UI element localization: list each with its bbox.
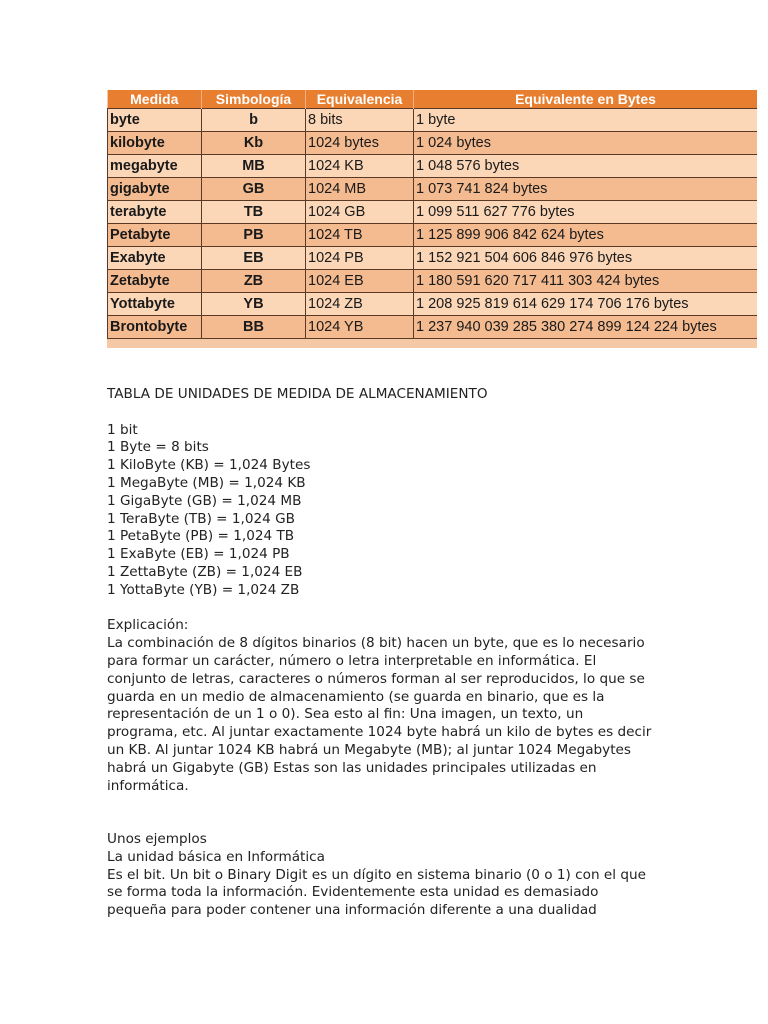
cell-medida: megabyte xyxy=(108,155,202,178)
cell-equivalente-bytes: 1 024 bytes xyxy=(414,132,758,155)
cell-simbologia: GB xyxy=(202,178,306,201)
explanation-line: guarda en un medio de almacenamiento (se guarda en binario, que es la xyxy=(107,688,605,705)
explanation-line: un KB. Al juntar 1024 KB habrá un Megabyte (MB); al juntar 1024 Megabytes xyxy=(107,741,631,758)
cell-simbologia: PB xyxy=(202,224,306,247)
cell-equivalencia: 1024 bytes xyxy=(306,132,414,155)
explanation-line: habrá un Gigabyte (GB) Estas son las unidades principales utilizadas en xyxy=(107,759,597,776)
cell-medida: terabyte xyxy=(108,201,202,224)
unit-list xyxy=(107,422,667,600)
examples-line: Unos ejemplos xyxy=(107,830,207,847)
table-row xyxy=(108,109,758,132)
cell-equivalencia: 1024 KB xyxy=(306,155,414,178)
cell-equivalencia: 1024 GB xyxy=(306,201,414,224)
explanation-line: para formar un carácter, número o letra interpretable en informática. El xyxy=(107,652,597,669)
cell-simbologia: YB xyxy=(202,293,306,316)
cell-equivalencia: 1024 TB xyxy=(306,224,414,247)
unit-line: 1 MegaByte (MB) = 1,024 KB xyxy=(107,474,306,491)
cell-equivalente-bytes: 1 125 899 906 842 624 bytes xyxy=(414,224,758,247)
explanation-line: programa, etc. Al juntar exactamente 1024 byte habrá un kilo de bytes es decir xyxy=(107,724,652,741)
cell-equivalente-bytes: 1 byte xyxy=(414,109,758,132)
unit-line: 1 KiloByte (KB) = 1,024 Bytes xyxy=(107,457,311,474)
cell-equivalente-bytes: 1 180 591 620 717 411 303 424 bytes xyxy=(414,270,758,293)
cell-simbologia: MB xyxy=(202,155,306,178)
header-equivalencia: Equivalencia xyxy=(306,90,414,109)
examples-line: La unidad básica en Informática xyxy=(107,848,325,865)
unit-line: 1 YottaByte (YB) = 1,024 ZB xyxy=(107,581,300,598)
table-row xyxy=(108,224,758,247)
cell-simbologia: BB xyxy=(202,316,306,339)
examples-line: se forma toda la información. Evidentemente esta unidad es demasiado xyxy=(107,884,599,901)
examples-line: pequeña para poder contener una información diferente a una dualidad xyxy=(107,902,597,919)
cell-equivalente-bytes: 1 073 741 824 bytes xyxy=(414,178,758,201)
document-body xyxy=(107,386,667,920)
unit-line: 1 bit xyxy=(107,421,138,438)
table-header-row xyxy=(108,90,758,109)
cell-medida: Brontobyte xyxy=(108,316,202,339)
table-row xyxy=(108,178,758,201)
cell-simbologia: ZB xyxy=(202,270,306,293)
explanation-line: informática. xyxy=(107,777,189,794)
cell-medida: kilobyte xyxy=(108,132,202,155)
cell-equivalente-bytes: 1 152 921 504 606 846 976 bytes xyxy=(414,247,758,270)
cell-equivalencia: 1024 YB xyxy=(306,316,414,339)
header-simbologia: Simbología xyxy=(202,90,306,109)
cell-simbologia: EB xyxy=(202,247,306,270)
cell-equivalencia: 1024 MB xyxy=(306,178,414,201)
examples-line: Es el bit. Un bit o Binary Digit es un dígito en sistema binario (0 o 1) con el que xyxy=(107,866,646,883)
explanation-label: Explicación: xyxy=(107,617,189,634)
cell-medida: Zetabyte xyxy=(108,270,202,293)
table-body xyxy=(108,109,758,339)
table-row xyxy=(108,316,758,339)
examples-section xyxy=(107,831,667,920)
cell-equivalencia: 1024 EB xyxy=(306,270,414,293)
document-heading: TABLA DE UNIDADES DE MEDIDA DE ALMACENAMIENTO xyxy=(107,386,488,402)
cell-equivalencia: 8 bits xyxy=(306,109,414,132)
table-row xyxy=(108,270,758,293)
storage-units-table-image xyxy=(107,90,757,348)
unit-line: 1 ExaByte (EB) = 1,024 PB xyxy=(107,546,290,563)
explanation-paragraph xyxy=(107,635,667,795)
table-row xyxy=(108,201,758,224)
unit-line: 1 PetaByte (PB) = 1,024 TB xyxy=(107,528,295,545)
table-row xyxy=(108,247,758,270)
header-equivalente-bytes: Equivalente en Bytes xyxy=(414,90,758,109)
cell-medida: gigabyte xyxy=(108,178,202,201)
cell-simbologia: Kb xyxy=(202,132,306,155)
explanation-line: La combinación de 8 dígitos binarios (8 bit) hacen un byte, que es lo necesario xyxy=(107,635,645,652)
cell-equivalente-bytes: 1 099 511 627 776 bytes xyxy=(414,201,758,224)
unit-line: 1 ZettaByte (ZB) = 1,024 EB xyxy=(107,563,303,580)
unit-line: 1 TeraByte (TB) = 1,024 GB xyxy=(107,510,295,527)
cell-medida: Exabyte xyxy=(108,247,202,270)
cell-equivalencia: 1024 ZB xyxy=(306,293,414,316)
cell-medida: Yottabyte xyxy=(108,293,202,316)
cell-simbologia: b xyxy=(202,109,306,132)
cell-medida: Petabyte xyxy=(108,224,202,247)
storage-units-table xyxy=(107,90,757,339)
cell-medida: byte xyxy=(108,109,202,132)
cell-equivalente-bytes: 1 237 940 039 285 380 274 899 124 224 bytes xyxy=(414,316,758,339)
unit-line: 1 GigaByte (GB) = 1,024 MB xyxy=(107,492,302,509)
cell-equivalente-bytes: 1 208 925 819 614 629 174 706 176 bytes xyxy=(414,293,758,316)
header-medida: Medida xyxy=(108,90,202,109)
unit-line: 1 Byte = 8 bits xyxy=(107,439,209,456)
table-row xyxy=(108,155,758,178)
cell-equivalente-bytes: 1 048 576 bytes xyxy=(414,155,758,178)
cell-simbologia: TB xyxy=(202,201,306,224)
explanation-line: representación de un 1 o 0). Sea esto al fin: Una imagen, un texto, un xyxy=(107,706,584,723)
table-row xyxy=(108,293,758,316)
cell-equivalencia: 1024 PB xyxy=(306,247,414,270)
table-row xyxy=(108,132,758,155)
explanation-line: conjunto de letras, caracteres o números forman al ser reproducidos, lo que se xyxy=(107,670,645,687)
